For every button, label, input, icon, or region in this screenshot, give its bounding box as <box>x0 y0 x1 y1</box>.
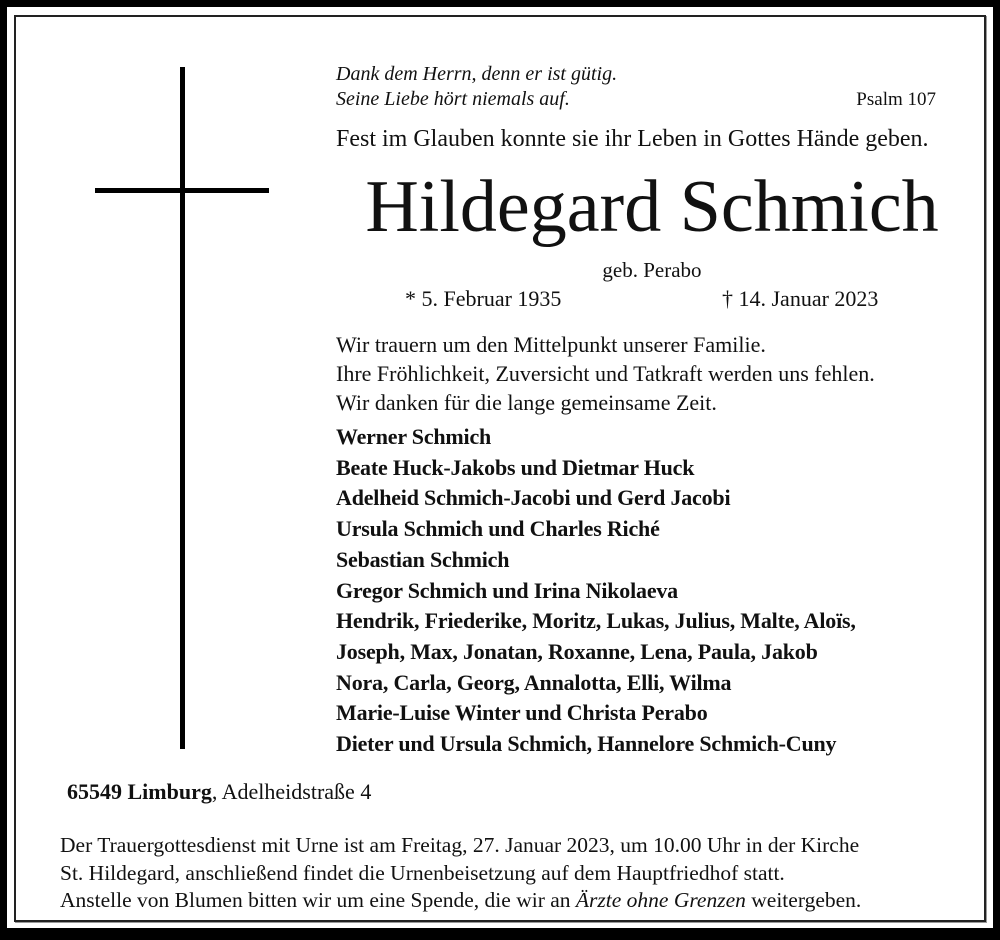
death-date: † 14. Januar 2023 <box>722 286 879 311</box>
family-entry: Nora, Carla, Georg, Annalotta, Elli, Wilma <box>336 669 732 695</box>
address-city: 65549 Limburg <box>67 779 212 804</box>
family-entry: Adelheid Schmich-Jacobi und Gerd Jacobi <box>336 485 731 511</box>
family-entry: Sebastian Schmich <box>336 546 510 572</box>
family-list <box>336 422 856 760</box>
charity-name: Ärzte ohne Grenzen <box>575 888 746 912</box>
verse-reference: Psalm 107 <box>856 89 936 110</box>
family-entry: Hendrik, Friederike, Moritz, Lukas, Julius, Malte, Aloïs, <box>336 608 856 634</box>
mourning-text <box>336 330 875 417</box>
family-entry: Ursula Schmich und Charles Riché <box>336 516 660 542</box>
family-entry: Werner Schmich <box>336 424 492 449</box>
family-entry: Dieter und Ursula Schmich, Hannelore Schmich-Cuny <box>336 731 837 757</box>
mourning-line: Wir danken für die lange gemeinsame Zeit. <box>336 390 717 415</box>
maiden-name: geb. Perabo <box>602 258 702 282</box>
notice-line: St. Hildegard, anschließend findet die Urnenbeisetzung auf dem Hauptfriedhof statt. <box>60 860 785 885</box>
family-entry: Beate Huck-Jakobs und Dietmar Huck <box>336 454 695 480</box>
obituary-paper <box>7 7 993 928</box>
motto: Fest im Glauben konnte sie ihr Leben in Gottes Hände geben. <box>336 126 929 152</box>
address <box>67 779 371 805</box>
notice-line: Der Trauergottesdienst mit Urne ist am Freitag, 27. Januar 2023, um 10.00 Uhr in der Kirche <box>60 833 860 857</box>
verse-line: Seine Liebe hört niemals auf. <box>336 88 570 110</box>
cross-icon-vertical <box>180 67 185 749</box>
address-street: , Adelheidstraße 4 <box>211 779 372 804</box>
bible-verse <box>336 62 617 112</box>
mourning-line: Wir trauern um den Mittelpunkt unserer Familie. <box>336 332 766 357</box>
family-entry: Marie-Luise Winter und Christa Perabo <box>336 700 708 726</box>
notice-line <box>60 887 861 915</box>
service-notice <box>60 832 861 915</box>
cross-icon-horizontal <box>95 188 269 193</box>
deceased-name: Hildegard Schmich <box>365 166 939 248</box>
obituary-frame <box>14 15 986 922</box>
notice-text: weitergeben. <box>745 888 862 912</box>
family-entry: Gregor Schmich und Irina Nikolaeva <box>336 577 678 603</box>
birth-date: * 5. Februar 1935 <box>405 286 562 311</box>
family-entry: Joseph, Max, Jonatan, Roxanne, Lena, Paula, Jakob <box>336 638 818 664</box>
verse-line: Dank dem Herrn, denn er ist gütig. <box>336 63 618 85</box>
mourning-line: Ihre Fröhlichkeit, Zuversicht und Tatkraft werden uns fehlen. <box>336 361 875 386</box>
notice-text: Anstelle von Blumen bitten wir um eine Spende, die wir an <box>60 888 576 912</box>
